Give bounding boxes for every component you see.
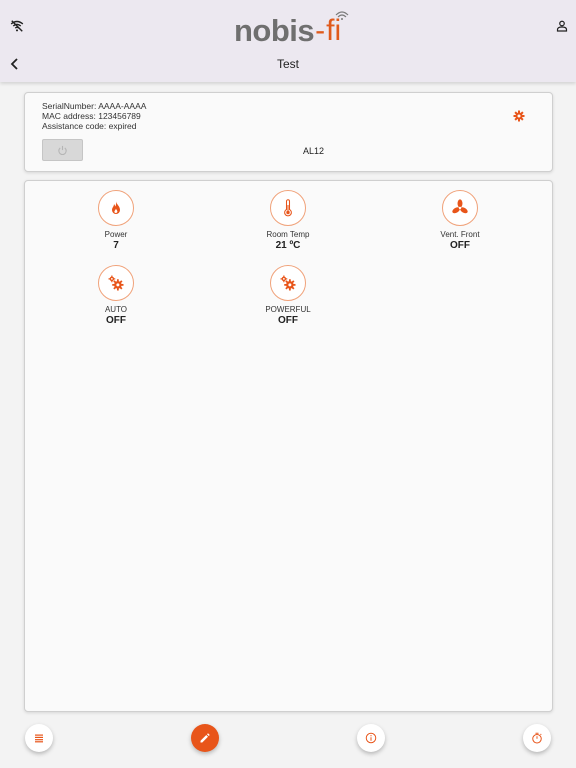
logo-dash-text: - xyxy=(315,14,326,47)
device-card xyxy=(24,92,553,172)
flame-icon xyxy=(108,199,124,217)
serial-number-text: SerialNumber: AAAA-AAAA xyxy=(42,101,147,111)
nav-info-button[interactable] xyxy=(357,724,385,752)
nav-timer-button[interactable] xyxy=(523,724,551,752)
wifi-off-icon[interactable] xyxy=(9,18,25,34)
nav-list-button[interactable] xyxy=(25,724,53,752)
timer-icon xyxy=(531,732,543,744)
user-icon[interactable] xyxy=(554,18,570,34)
gears-icon xyxy=(279,274,297,292)
tile-powerful-circle xyxy=(270,265,306,301)
tile-powerful-value: OFF xyxy=(278,315,298,326)
tile-vent-front-circle xyxy=(442,190,478,226)
fan-icon xyxy=(451,199,469,217)
power-button[interactable] xyxy=(42,139,83,161)
logo-main-text: nobis xyxy=(234,13,315,48)
logo-accent-text: fi xyxy=(326,16,341,46)
tile-auto-value: OFF xyxy=(106,315,126,326)
tile-vent-front-label: Vent. Front xyxy=(440,230,480,239)
tile-auto-label: AUTO xyxy=(104,305,128,314)
tile-room-temp-label: Room Temp xyxy=(266,230,310,239)
power-icon xyxy=(57,145,68,156)
nav-edit-button[interactable] xyxy=(191,724,219,752)
tile-power-label: Power xyxy=(104,230,128,239)
tile-powerful[interactable] xyxy=(228,265,348,326)
gear-icon[interactable] xyxy=(512,109,526,123)
gears-icon xyxy=(107,274,125,292)
edit-icon xyxy=(199,732,211,744)
tile-power[interactable] xyxy=(56,190,176,251)
tile-room-temp[interactable] xyxy=(228,190,348,251)
list-icon xyxy=(34,733,44,743)
status-card xyxy=(24,180,553,712)
wifi-signal-icon xyxy=(335,10,349,20)
tile-auto[interactable] xyxy=(56,265,176,326)
thermometer-icon xyxy=(282,199,294,217)
tile-powerful-label: POWERFUL xyxy=(265,305,311,314)
mac-address-text: MAC address: 123456789 xyxy=(42,111,141,121)
page-title: Test xyxy=(276,57,299,71)
tile-power-circle xyxy=(98,190,134,226)
app-bar xyxy=(0,0,576,82)
tile-room-temp-value: 21 ºC xyxy=(275,240,301,251)
tile-auto-circle xyxy=(98,265,134,301)
assistance-code-text: Assistance code: expired xyxy=(42,121,137,131)
tile-vent-front[interactable] xyxy=(400,190,520,251)
tile-power-value: 7 xyxy=(113,240,119,251)
nobis-fi-logo xyxy=(234,10,341,46)
tile-vent-front-value: OFF xyxy=(450,240,470,251)
model-name: AL12 xyxy=(303,146,325,156)
info-icon xyxy=(365,732,377,744)
tile-room-temp-circle xyxy=(270,190,306,226)
